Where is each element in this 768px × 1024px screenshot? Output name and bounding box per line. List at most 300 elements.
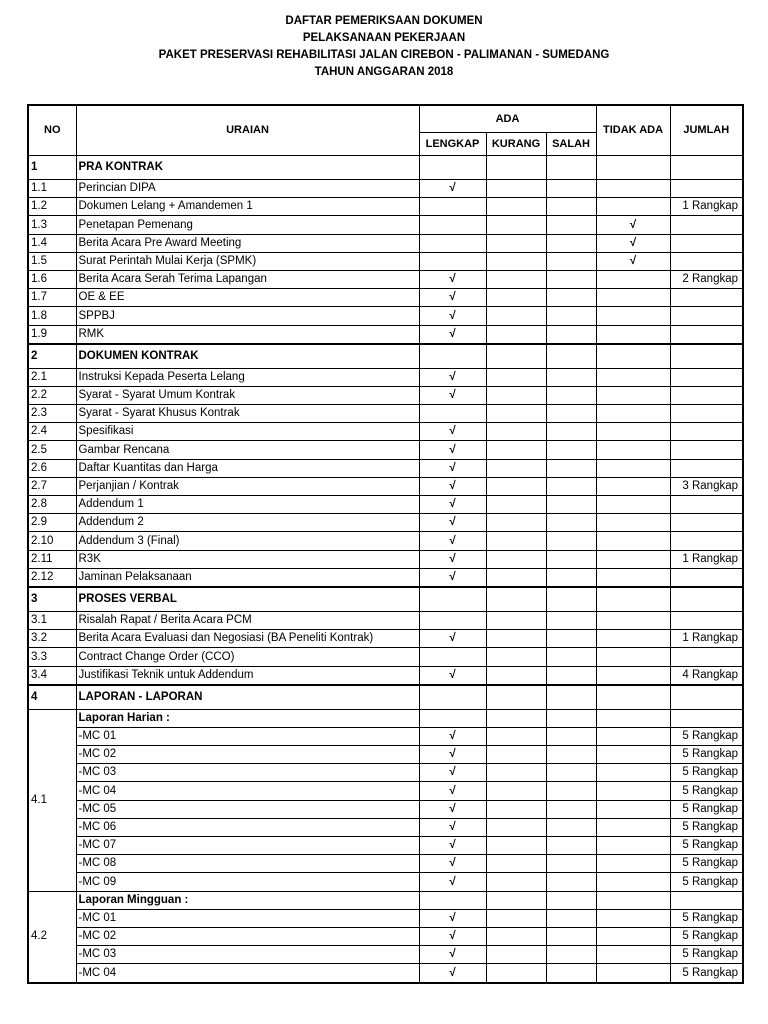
salah-cell <box>546 946 596 964</box>
kurang-cell <box>486 459 546 477</box>
salah-cell <box>546 873 596 891</box>
empty-cell <box>596 156 670 180</box>
empty-cell <box>546 156 596 180</box>
lengkap-cell: √ <box>419 325 486 344</box>
lengkap-cell: √ <box>419 873 486 891</box>
kurang-cell <box>486 441 546 459</box>
salah-cell <box>546 180 596 198</box>
salah-cell <box>546 496 596 514</box>
table-row <box>28 782 743 800</box>
item-text: Risalah Rapat / Berita Acara PCM <box>76 611 419 629</box>
kurang-cell <box>486 964 546 983</box>
empty-cell <box>670 344 743 369</box>
section-no: 2 <box>28 344 76 369</box>
section-title: PRA KONTRAK <box>76 156 419 180</box>
jumlah-cell: 1 Rangkap <box>670 550 743 568</box>
jumlah-cell <box>670 180 743 198</box>
table-row <box>28 800 743 818</box>
item-text: -MC 01 <box>76 727 419 745</box>
item-text: Perincian DIPA <box>76 180 419 198</box>
empty-cell <box>596 709 670 727</box>
table-row <box>28 216 743 234</box>
jumlah-cell: 5 Rangkap <box>670 746 743 764</box>
table-row <box>28 746 743 764</box>
section-row <box>28 344 743 369</box>
lengkap-cell: √ <box>419 307 486 325</box>
item-text: RMK <box>76 325 419 344</box>
tidak-ada-cell <box>596 423 670 441</box>
jumlah-cell <box>670 216 743 234</box>
header-no: NO <box>28 105 76 156</box>
jumlah-cell <box>670 532 743 550</box>
tidak-ada-cell <box>596 909 670 927</box>
tidak-ada-cell <box>596 550 670 568</box>
salah-cell <box>546 782 596 800</box>
item-text: Contract Change Order (CCO) <box>76 648 419 666</box>
jumlah-cell: 5 Rangkap <box>670 782 743 800</box>
table-row <box>28 180 743 198</box>
item-text: -MC 07 <box>76 837 419 855</box>
item-text: Surat Perintah Mulai Kerja (SPMK) <box>76 252 419 270</box>
tidak-ada-cell: √ <box>596 216 670 234</box>
lengkap-cell: √ <box>419 782 486 800</box>
table-row <box>28 837 743 855</box>
item-text: Perjanjian / Kontrak <box>76 477 419 495</box>
salah-cell <box>546 746 596 764</box>
lengkap-cell: √ <box>419 496 486 514</box>
table-row <box>28 368 743 386</box>
jumlah-cell <box>670 611 743 629</box>
empty-cell <box>419 156 486 180</box>
item-text: Gambar Rencana <box>76 441 419 459</box>
empty-cell <box>486 587 546 612</box>
item-text: SPPBJ <box>76 307 419 325</box>
jumlah-cell: 1 Rangkap <box>670 630 743 648</box>
group-title: Laporan Harian : <box>76 709 419 727</box>
kurang-cell <box>486 289 546 307</box>
item-no: 1.4 <box>28 234 76 252</box>
header-kurang: KURANG <box>486 133 546 156</box>
lengkap-cell: √ <box>419 837 486 855</box>
kurang-cell <box>486 837 546 855</box>
item-no: 1.9 <box>28 325 76 344</box>
item-no: 2.6 <box>28 459 76 477</box>
kurang-cell <box>486 234 546 252</box>
table-row <box>28 307 743 325</box>
salah-cell <box>546 216 596 234</box>
salah-cell <box>546 727 596 745</box>
tidak-ada-cell <box>596 611 670 629</box>
kurang-cell <box>486 782 546 800</box>
item-text: Jaminan Pelaksanaan <box>76 568 419 587</box>
salah-cell <box>546 405 596 423</box>
kurang-cell <box>486 873 546 891</box>
item-no: 1.6 <box>28 270 76 288</box>
tidak-ada-cell <box>596 405 670 423</box>
tidak-ada-cell <box>596 782 670 800</box>
section-title: PROSES VERBAL <box>76 587 419 612</box>
item-text: -MC 04 <box>76 782 419 800</box>
kurang-cell <box>486 800 546 818</box>
empty-cell <box>546 891 596 909</box>
kurang-cell <box>486 630 546 648</box>
kurang-cell <box>486 216 546 234</box>
salah-cell <box>546 514 596 532</box>
tidak-ada-cell <box>596 964 670 983</box>
table-row <box>28 252 743 270</box>
lengkap-cell: √ <box>419 927 486 945</box>
item-text: Addendum 2 <box>76 514 419 532</box>
lengkap-cell: √ <box>419 459 486 477</box>
tidak-ada-cell <box>596 307 670 325</box>
salah-cell <box>546 441 596 459</box>
tidak-ada-cell <box>596 630 670 648</box>
tidak-ada-cell <box>596 568 670 587</box>
item-text: -MC 03 <box>76 764 419 782</box>
group-title: Laporan Mingguan : <box>76 891 419 909</box>
item-no: 2.5 <box>28 441 76 459</box>
salah-cell <box>546 325 596 344</box>
lengkap-cell: √ <box>419 423 486 441</box>
salah-cell <box>546 630 596 648</box>
jumlah-cell <box>670 234 743 252</box>
jumlah-cell: 5 Rangkap <box>670 964 743 983</box>
jumlah-cell: 5 Rangkap <box>670 837 743 855</box>
salah-cell <box>546 927 596 945</box>
lengkap-cell <box>419 216 486 234</box>
salah-cell <box>546 800 596 818</box>
tidak-ada-cell <box>596 459 670 477</box>
table-row <box>28 477 743 495</box>
jumlah-cell: 5 Rangkap <box>670 855 743 873</box>
item-text: OE & EE <box>76 289 419 307</box>
salah-cell <box>546 666 596 685</box>
jumlah-cell: 5 Rangkap <box>670 909 743 927</box>
jumlah-cell <box>670 423 743 441</box>
salah-cell <box>546 648 596 666</box>
kurang-cell <box>486 325 546 344</box>
tidak-ada-cell <box>596 746 670 764</box>
tidak-ada-cell <box>596 325 670 344</box>
kurang-cell <box>486 514 546 532</box>
table-row <box>28 630 743 648</box>
kurang-cell <box>486 946 546 964</box>
table-row <box>28 325 743 344</box>
tidak-ada-cell <box>596 727 670 745</box>
jumlah-cell: 3 Rangkap <box>670 477 743 495</box>
kurang-cell <box>486 611 546 629</box>
tidak-ada-cell <box>596 514 670 532</box>
lengkap-cell <box>419 648 486 666</box>
salah-cell <box>546 234 596 252</box>
kurang-cell <box>486 270 546 288</box>
empty-cell <box>670 891 743 909</box>
item-no: 2.12 <box>28 568 76 587</box>
empty-cell <box>419 685 486 710</box>
tidak-ada-cell <box>596 180 670 198</box>
empty-cell <box>486 709 546 727</box>
salah-cell <box>546 909 596 927</box>
jumlah-cell <box>670 405 743 423</box>
salah-cell <box>546 386 596 404</box>
kurang-cell <box>486 746 546 764</box>
table-row <box>28 270 743 288</box>
title-line-2: PELAKSANAAN PEKERJAAN <box>302 32 466 44</box>
tidak-ada-cell <box>596 496 670 514</box>
jumlah-cell <box>670 568 743 587</box>
item-text: -MC 05 <box>76 800 419 818</box>
item-text: Syarat - Syarat Umum Kontrak <box>76 386 419 404</box>
salah-cell <box>546 477 596 495</box>
item-no: 2.4 <box>28 423 76 441</box>
item-text: Berita Acara Evaluasi dan Negosiasi (BA Peneliti Kontrak) <box>76 630 419 648</box>
jumlah-cell: 1 Rangkap <box>670 198 743 216</box>
table-row <box>28 964 743 983</box>
salah-cell <box>546 368 596 386</box>
item-text: Dokumen Lelang + Amandemen 1 <box>76 198 419 216</box>
salah-cell <box>546 764 596 782</box>
item-text: -MC 06 <box>76 818 419 836</box>
section-title: DOKUMEN KONTRAK <box>76 344 419 369</box>
tidak-ada-cell <box>596 927 670 945</box>
item-text: Penetapan Pemenang <box>76 216 419 234</box>
lengkap-cell: √ <box>419 800 486 818</box>
lengkap-cell: √ <box>419 514 486 532</box>
header-jumlah: JUMLAH <box>670 105 743 156</box>
kurang-cell <box>486 927 546 945</box>
group-no: 4.1 <box>28 709 76 891</box>
item-text: -MC 02 <box>76 927 419 945</box>
lengkap-cell: √ <box>419 386 486 404</box>
section-title: LAPORAN - LAPORAN <box>76 685 419 710</box>
title-line-1: DAFTAR PEMERIKSAAN DOKUMEN <box>285 15 483 27</box>
jumlah-cell <box>670 325 743 344</box>
empty-cell <box>419 709 486 727</box>
item-text: R3K <box>76 550 419 568</box>
section-no: 1 <box>28 156 76 180</box>
table-row <box>28 423 743 441</box>
item-no: 1.3 <box>28 216 76 234</box>
empty-cell <box>419 587 486 612</box>
kurang-cell <box>486 423 546 441</box>
tidak-ada-cell <box>596 800 670 818</box>
jumlah-cell <box>670 289 743 307</box>
header-ada: ADA <box>419 105 596 133</box>
jumlah-cell <box>670 368 743 386</box>
kurang-cell <box>486 818 546 836</box>
empty-cell <box>670 709 743 727</box>
tidak-ada-cell <box>596 386 670 404</box>
lengkap-cell: √ <box>419 727 486 745</box>
table-row <box>28 764 743 782</box>
table-row <box>28 946 743 964</box>
lengkap-cell: √ <box>419 630 486 648</box>
table-row <box>28 198 743 216</box>
kurang-cell <box>486 180 546 198</box>
kurang-cell <box>486 855 546 873</box>
group-no: 4.2 <box>28 891 76 982</box>
lengkap-cell: √ <box>419 441 486 459</box>
lengkap-cell: √ <box>419 568 486 587</box>
kurang-cell <box>486 198 546 216</box>
jumlah-cell: 2 Rangkap <box>670 270 743 288</box>
tidak-ada-cell: √ <box>596 252 670 270</box>
table-row <box>28 496 743 514</box>
lengkap-cell: √ <box>419 477 486 495</box>
item-text: -MC 03 <box>76 946 419 964</box>
lengkap-cell <box>419 405 486 423</box>
jumlah-cell: 5 Rangkap <box>670 946 743 964</box>
jumlah-cell: 5 Rangkap <box>670 818 743 836</box>
item-text: Berita Acara Serah Terima Lapangan <box>76 270 419 288</box>
item-no: 2.10 <box>28 532 76 550</box>
salah-cell <box>546 307 596 325</box>
empty-cell <box>546 685 596 710</box>
header-uraian: URAIAN <box>76 105 419 156</box>
jumlah-cell: 4 Rangkap <box>670 666 743 685</box>
kurang-cell <box>486 568 546 587</box>
kurang-cell <box>486 648 546 666</box>
header-salah: SALAH <box>546 133 596 156</box>
salah-cell <box>546 252 596 270</box>
section-no: 3 <box>28 587 76 612</box>
lengkap-cell: √ <box>419 946 486 964</box>
empty-cell <box>419 344 486 369</box>
tidak-ada-cell <box>596 666 670 685</box>
item-text: Syarat - Syarat Khusus Kontrak <box>76 405 419 423</box>
table-row <box>28 873 743 891</box>
kurang-cell <box>486 386 546 404</box>
table-row <box>28 550 743 568</box>
empty-cell <box>596 891 670 909</box>
tidak-ada-cell <box>596 946 670 964</box>
kurang-cell <box>486 727 546 745</box>
jumlah-cell <box>670 459 743 477</box>
salah-cell <box>546 964 596 983</box>
tidak-ada-cell <box>596 270 670 288</box>
empty-cell <box>419 891 486 909</box>
lengkap-cell: √ <box>419 550 486 568</box>
kurang-cell <box>486 368 546 386</box>
lengkap-cell: √ <box>419 270 486 288</box>
kurang-cell <box>486 550 546 568</box>
item-no: 2.3 <box>28 405 76 423</box>
salah-cell <box>546 855 596 873</box>
tidak-ada-cell <box>596 477 670 495</box>
tidak-ada-cell <box>596 289 670 307</box>
jumlah-cell <box>670 514 743 532</box>
table-row <box>28 666 743 685</box>
empty-cell <box>486 156 546 180</box>
kurang-cell <box>486 909 546 927</box>
table-row <box>28 568 743 587</box>
item-no: 2.9 <box>28 514 76 532</box>
salah-cell <box>546 423 596 441</box>
document-title <box>0 13 768 81</box>
item-no: 3.2 <box>28 630 76 648</box>
tidak-ada-cell <box>596 198 670 216</box>
lengkap-cell: √ <box>419 289 486 307</box>
tidak-ada-cell <box>596 441 670 459</box>
item-text: Berita Acara Pre Award Meeting <box>76 234 419 252</box>
kurang-cell <box>486 764 546 782</box>
item-text: -MC 08 <box>76 855 419 873</box>
header-row-1 <box>28 105 743 133</box>
table-row <box>28 927 743 945</box>
table-row <box>28 386 743 404</box>
kurang-cell <box>486 405 546 423</box>
salah-cell <box>546 289 596 307</box>
kurang-cell <box>486 666 546 685</box>
empty-cell <box>670 156 743 180</box>
empty-cell <box>486 685 546 710</box>
table-row <box>28 234 743 252</box>
tidak-ada-cell <box>596 873 670 891</box>
title-line-4: TAHUN ANGGARAN 2018 <box>314 66 454 78</box>
item-no: 3.4 <box>28 666 76 685</box>
lengkap-cell: √ <box>419 909 486 927</box>
jumlah-cell: 5 Rangkap <box>670 764 743 782</box>
jumlah-cell <box>670 441 743 459</box>
section-row <box>28 156 743 180</box>
header-lengkap: LENGKAP <box>419 133 486 156</box>
salah-cell <box>546 198 596 216</box>
jumlah-cell <box>670 648 743 666</box>
lengkap-cell: √ <box>419 532 486 550</box>
item-text: -MC 04 <box>76 964 419 983</box>
jumlah-cell: 5 Rangkap <box>670 927 743 945</box>
empty-cell <box>670 587 743 612</box>
title-line-3: PAKET PRESERVASI REHABILITASI JALAN CIREBON - PALIMANAN - SUMEDANG <box>158 49 610 61</box>
jumlah-cell <box>670 386 743 404</box>
empty-cell <box>546 709 596 727</box>
table-row <box>28 405 743 423</box>
group-header-row <box>28 891 743 909</box>
table-row <box>28 818 743 836</box>
tidak-ada-cell <box>596 648 670 666</box>
checklist-table <box>27 104 744 984</box>
salah-cell <box>546 611 596 629</box>
table-row <box>28 648 743 666</box>
item-text: Spesifikasi <box>76 423 419 441</box>
item-no: 3.3 <box>28 648 76 666</box>
item-no: 2.11 <box>28 550 76 568</box>
empty-cell <box>596 587 670 612</box>
table-row <box>28 459 743 477</box>
item-text: -MC 01 <box>76 909 419 927</box>
item-no: 2.7 <box>28 477 76 495</box>
jumlah-cell: 5 Rangkap <box>670 727 743 745</box>
item-text: Justifikasi Teknik untuk Addendum <box>76 666 419 685</box>
kurang-cell <box>486 307 546 325</box>
item-text: Addendum 1 <box>76 496 419 514</box>
jumlah-cell: 5 Rangkap <box>670 873 743 891</box>
table-row <box>28 532 743 550</box>
jumlah-cell <box>670 252 743 270</box>
lengkap-cell <box>419 611 486 629</box>
table-row <box>28 514 743 532</box>
salah-cell <box>546 459 596 477</box>
item-no: 2.8 <box>28 496 76 514</box>
kurang-cell <box>486 532 546 550</box>
kurang-cell <box>486 496 546 514</box>
tidak-ada-cell <box>596 532 670 550</box>
item-text: -MC 09 <box>76 873 419 891</box>
empty-cell <box>596 685 670 710</box>
lengkap-cell: √ <box>419 368 486 386</box>
item-no: 1.8 <box>28 307 76 325</box>
jumlah-cell <box>670 307 743 325</box>
